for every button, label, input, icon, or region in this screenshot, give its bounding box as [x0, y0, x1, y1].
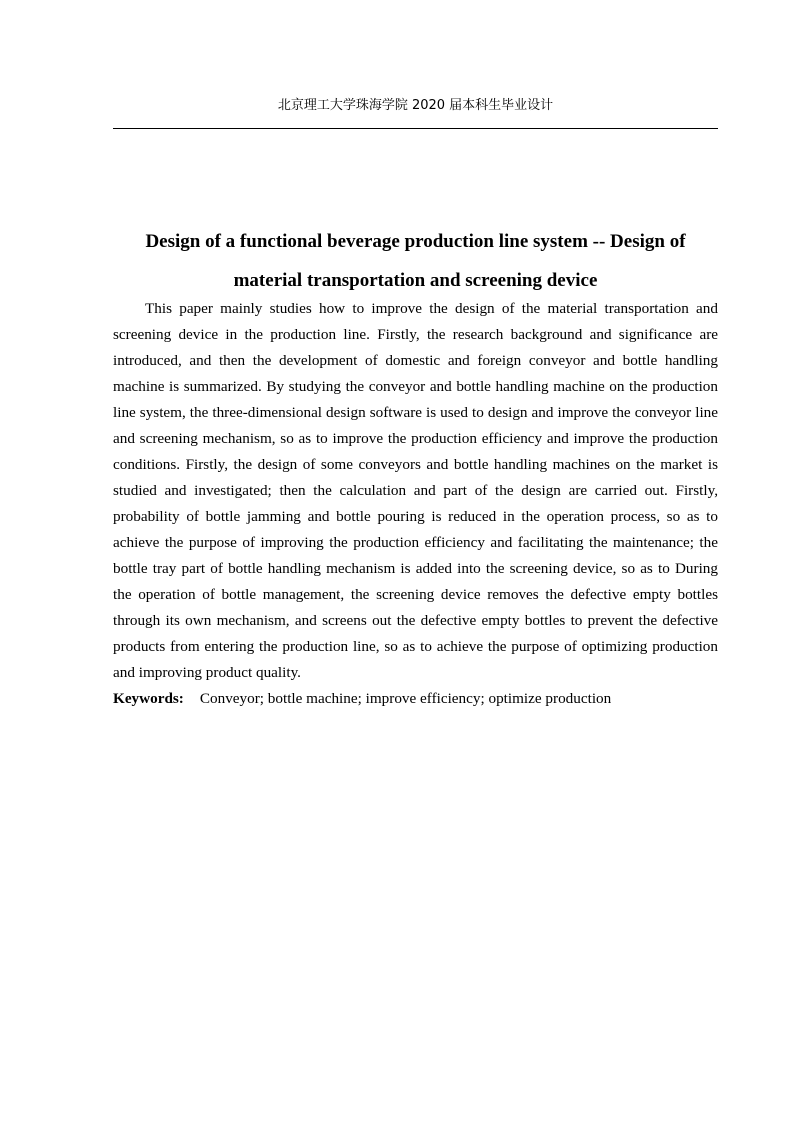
keywords-label: Keywords:	[113, 690, 184, 707]
keywords-value: Conveyor; bottle machine; improve efficiency; optimize production	[199, 690, 612, 707]
keywords-line	[113, 686, 718, 712]
abstract-paragraph: This paper mainly studies how to improve the design of the material transportation and screening device in the production line. Firstly, the research background and significance are introduced, and then the development of domestic and foreign conveyor and bottle handling machine is summarized. By studying the conveyor and bottle handling machine on the production line system, the three-dimensional design software is used to design and improve the conveyor line and screening mechanism, so as to improve the production efficiency and improve the production conditions. Firstly, the design of some conveyors and bottle handling machines on the market is studied and investigated; then the calculation and part of the design are carried out. Firstly, probability of bottle jamming and bottle pouring is reduced in the operation process, so as to achieve the purpose of improving the production efficiency and facilitating the maintenance; the bottle tray part of bottle handling mechanism is added into the screening device, so as to During the operation of bottle management, the screening device removes the defective empty bottles through its own mechanism, and screens out the defective empty bottles to prevent the defective products from entering the production line, so as to achieve the purpose of optimizing production and improving product quality.	[113, 300, 718, 681]
paper-title-line-1: Design of a functional beverage production line system -- Design of	[145, 231, 686, 252]
page-header: 北京理工大学珠海学院 2020 届本科生毕业设计	[277, 98, 554, 113]
paper-title-line-2: material transportation and screening device	[233, 270, 598, 291]
header-divider	[113, 128, 718, 129]
paper-title	[113, 222, 718, 300]
